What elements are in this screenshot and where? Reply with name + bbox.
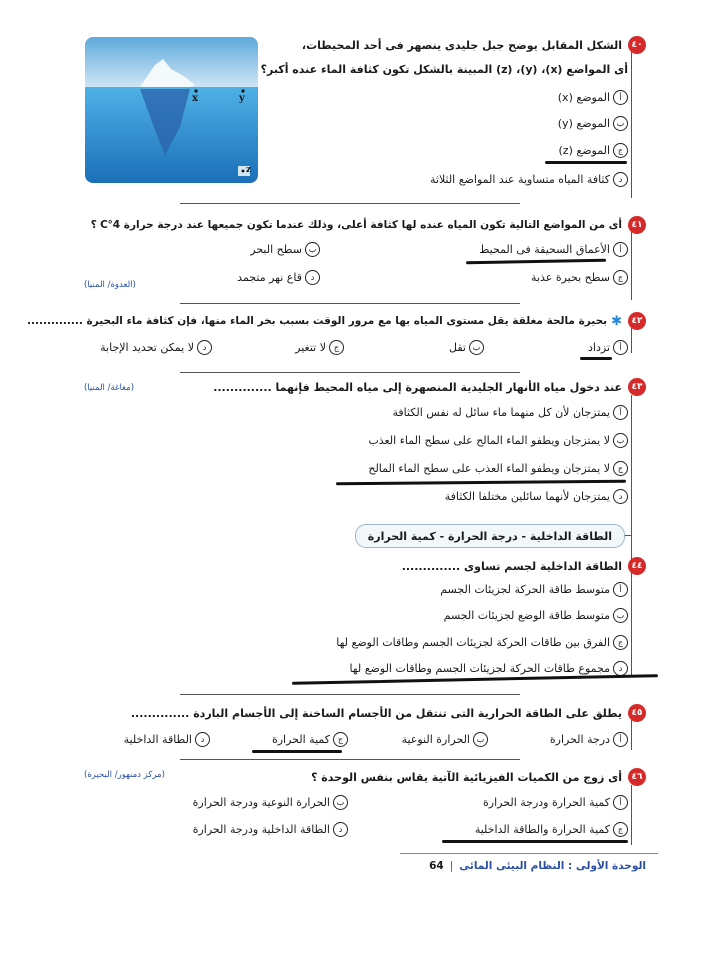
- unit-title: الوحدة الأولى : النظام البيئى المائى: [459, 860, 646, 872]
- question-text: أى زوج من الكميات الفيزيائية الآتية يقاس بنفس الوحدة ؟: [311, 770, 622, 784]
- answer-underline: [336, 480, 626, 486]
- answer-underline: [442, 840, 628, 843]
- option-a[interactable]: [440, 582, 628, 597]
- option-letter-circle: أ: [613, 582, 628, 597]
- option-text: الفرق بين طاقات الحركة لجزيئات الجسم وطاقات الوضع لها: [336, 636, 610, 649]
- option-b[interactable]: [449, 340, 484, 355]
- option-text: متوسط طاقة الوضع لجزيئات الجسم: [443, 609, 610, 622]
- option-text: يمتزجان لأنهما سائلين مختلفا الكثافة: [444, 490, 610, 503]
- question-text: يطلق على الطاقة الحرارية التى تنتقل من الأجسام الساخنة إلى الأجسام الباردة ..............: [130, 706, 622, 720]
- iceberg-illustration: [85, 37, 258, 183]
- option-text: الموضع (x): [557, 91, 610, 104]
- option-letter-circle: د: [333, 822, 348, 837]
- figure-label-y: y: [239, 93, 245, 104]
- option-text: سطح البحر: [250, 243, 302, 256]
- question-number-badge: ٤٠: [628, 36, 646, 54]
- option-b[interactable]: [250, 242, 320, 257]
- section-divider: [180, 694, 520, 695]
- option-letter-circle: د: [197, 340, 212, 355]
- option-d[interactable]: [124, 732, 210, 747]
- option-letter-circle: د: [195, 732, 210, 747]
- question-text: بحيرة مالحة مغلقة يقل مستوى المياه بها مع مرور الوقت بسبب بخر الماء منها، فإن كثافة ماء البحيرة ..............: [27, 315, 608, 327]
- option-text: الحرارة النوعية: [401, 733, 470, 746]
- option-letter-circle: أ: [613, 242, 628, 257]
- page-number: 64: [429, 860, 444, 872]
- option-text: لا يمكن تحديد الإجابة: [100, 341, 194, 354]
- answer-underline: [545, 161, 627, 164]
- question-44: [402, 557, 646, 575]
- option-d[interactable]: [237, 270, 320, 285]
- option-text: درجة الحرارة: [549, 733, 610, 746]
- section-divider: [180, 759, 520, 760]
- option-text: لا تتغير: [295, 341, 326, 354]
- option-c[interactable]: [295, 340, 344, 355]
- question-source: (العدوة/ المنيا): [84, 280, 136, 290]
- vertical-rule: [631, 225, 632, 300]
- option-c[interactable]: [475, 822, 628, 837]
- option-text: كمية الحرارة ودرجة الحرارة: [483, 796, 610, 809]
- question-41: [91, 216, 646, 234]
- option-a[interactable]: [483, 795, 628, 810]
- question-text: أى من المواضع التالية تكون المياه عنده لها كثافة أعلى، وذلك عندما تكون جميعها عند درجة حرارة 4°C ؟: [90, 219, 622, 231]
- figure-label-x: x: [192, 93, 198, 104]
- option-c[interactable]: [531, 270, 628, 285]
- question-number-badge: ٤٦: [628, 768, 646, 786]
- option-a[interactable]: [479, 242, 628, 257]
- option-letter-circle: أ: [613, 90, 628, 105]
- option-c[interactable]: [368, 461, 628, 476]
- option-c[interactable]: [558, 143, 628, 158]
- question-43: [213, 378, 646, 396]
- option-text: لا يمتزجان ويطفو الماء المالح على سطح الماء العذب: [368, 434, 610, 447]
- option-letter-circle: ب: [469, 340, 484, 355]
- question-40-line2: [261, 63, 628, 76]
- question-number-badge: ٤٥: [628, 704, 646, 722]
- question-number-badge: ٤٣: [628, 378, 646, 396]
- option-letter-circle: ب: [613, 433, 628, 448]
- page-footer: [423, 860, 646, 872]
- section-divider: [180, 203, 520, 204]
- option-d[interactable]: [193, 822, 348, 837]
- option-letter-circle: أ: [613, 405, 628, 420]
- option-letter-circle: ج: [613, 635, 628, 650]
- answer-underline: [252, 750, 342, 753]
- iceberg-figure: [85, 37, 258, 183]
- option-text: كثافة المياه متساوية عند المواضع الثلاثة: [429, 173, 610, 186]
- option-letter-circle: د: [613, 489, 628, 504]
- option-c[interactable]: [336, 635, 628, 650]
- option-letter-circle: ج: [613, 270, 628, 285]
- question-source: (مركز دمنهور/ البحيرة): [84, 770, 165, 780]
- point-z-marker: [242, 170, 245, 173]
- option-b[interactable]: [193, 795, 348, 810]
- option-text: لا يمتزجان ويطفو الماء العذب على سطح الماء المالح: [368, 462, 610, 475]
- option-a[interactable]: [588, 340, 628, 355]
- option-letter-circle: د: [613, 661, 628, 676]
- question-text: عند دخول مياه الأنهار الجليدية المنصهرة إلى مياه المحيط فإنهما ..............: [213, 380, 622, 394]
- option-text: كمية الحرارة والطاقة الداخلية: [474, 823, 610, 836]
- option-letter-circle: ج: [613, 143, 628, 158]
- option-text: يمتزجان لأن كل منهما ماء سائل له نفس الكثافة: [392, 406, 610, 419]
- option-b[interactable]: [444, 608, 628, 623]
- question-number-badge: ٤٢: [628, 312, 646, 330]
- option-text: الموضع (y): [557, 117, 610, 130]
- footer-divider: [400, 853, 658, 854]
- option-letter-circle: أ: [613, 732, 628, 747]
- option-letter-circle: ب: [305, 242, 320, 257]
- option-letter-circle: أ: [613, 795, 628, 810]
- question-42: [27, 312, 646, 330]
- vertical-rule: [631, 328, 632, 353]
- vertical-rule: [631, 785, 632, 845]
- figure-label-z: z: [246, 165, 252, 175]
- question-45: [131, 704, 646, 722]
- option-letter-circle: أ: [613, 340, 628, 355]
- question-text: أى المواضع (x)، (y)، (z) المبينة بالشكل تكون كثافة الماء عنده أكبر؟: [260, 63, 628, 76]
- option-text: سطح بحيرة عذبة: [531, 271, 610, 284]
- option-letter-circle: د: [305, 270, 320, 285]
- footer-separator: |: [449, 860, 454, 872]
- option-text: الطاقة الداخلية ودرجة الحرارة: [192, 823, 330, 836]
- question-text: الطاقة الداخلية لجسم تساوى ..............: [401, 559, 622, 573]
- option-letter-circle: ج: [613, 461, 628, 476]
- option-text: متوسط طاقة الحركة لجزيئات الجسم: [440, 583, 610, 596]
- option-letter-circle: ب: [473, 732, 488, 747]
- option-a[interactable]: [392, 405, 628, 420]
- option-a[interactable]: [550, 732, 628, 747]
- section-divider: [180, 303, 520, 304]
- vertical-rule: [631, 720, 632, 750]
- option-d[interactable]: [430, 172, 628, 187]
- question-46: [311, 768, 646, 786]
- question-number-badge: ٤٤: [628, 557, 646, 575]
- option-b[interactable]: [402, 732, 488, 747]
- option-text: مجموع طاقات الحركة لجزيئات الجسم وطاقات الوضع لها: [349, 662, 610, 675]
- option-d[interactable]: [100, 340, 212, 355]
- question-40: [302, 36, 646, 54]
- option-text: الأعماق السحيقة فى المحيط: [479, 243, 610, 256]
- option-c[interactable]: [272, 732, 348, 747]
- option-text: كمية الحرارة: [271, 733, 330, 746]
- option-text: الموضع (z): [558, 144, 610, 157]
- vertical-rule: [631, 395, 632, 515]
- option-text: تزداد: [588, 341, 610, 354]
- option-text: الحرارة النوعية ودرجة الحرارة: [192, 796, 330, 809]
- option-letter-circle: ج: [613, 822, 628, 837]
- star-icon: ✱: [611, 313, 622, 329]
- question-number-badge: ٤١: [628, 216, 646, 234]
- option-text: قاع نهر متجمد: [237, 271, 302, 284]
- option-d[interactable]: [349, 661, 628, 676]
- option-letter-circle: ج: [333, 732, 348, 747]
- option-a[interactable]: [558, 90, 628, 105]
- answer-underline: [466, 259, 606, 264]
- option-letter-circle: ب: [333, 795, 348, 810]
- option-letter-circle: ب: [613, 608, 628, 623]
- topic-banner: الطاقة الداخلية - درجة الحرارة - كمية الحرارة: [355, 524, 625, 548]
- vertical-rule: [631, 515, 632, 675]
- question-source: (مغاغة/ المنيا): [84, 383, 135, 393]
- option-b[interactable]: [368, 433, 628, 448]
- option-d[interactable]: [445, 489, 628, 504]
- answer-underline: [580, 357, 612, 360]
- question-text: الشكل المقابل يوضح جبل جليدى ينصهر فى أحد المحيطات،: [301, 38, 622, 52]
- vertical-rule: [631, 48, 632, 198]
- option-letter-circle: ب: [613, 116, 628, 131]
- option-letter-circle: ج: [329, 340, 344, 355]
- section-divider: [180, 372, 520, 373]
- option-letter-circle: د: [613, 172, 628, 187]
- option-text: تقل: [449, 341, 466, 354]
- option-text: الطاقة الداخلية: [123, 733, 192, 746]
- option-b[interactable]: [558, 116, 628, 131]
